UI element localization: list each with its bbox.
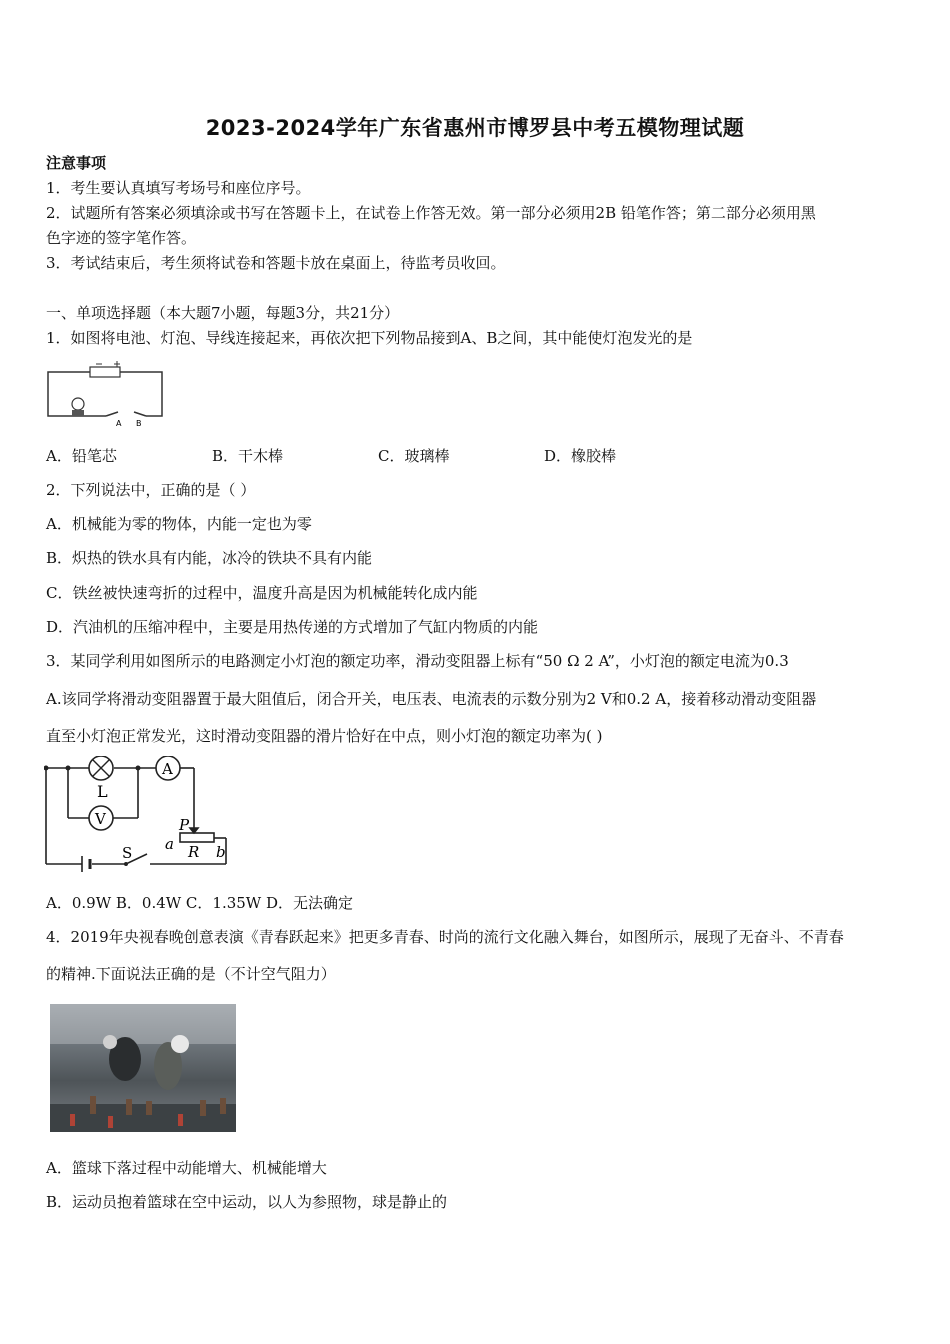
lamp-label: L bbox=[97, 782, 108, 801]
question-3-line: A.该同学将滑动变阻器置于最大阻值后，闭合开关，电压表、电流表的示数分别为2 V和0.2 A，接着移动滑动变阻器 bbox=[46, 690, 817, 708]
bulb-base-icon bbox=[72, 410, 84, 416]
question-4-line: 4．2019年央视春晚创意表演《青春跃起来》把更多青春、时尚的流行文化融入舞台，如图所示，展现了无奋斗、不青春 bbox=[46, 928, 844, 946]
bulb-icon bbox=[72, 398, 84, 410]
q4-stage-photo bbox=[50, 1004, 236, 1132]
q1-circuit-figure bbox=[46, 360, 166, 430]
option-c[interactable]: C．铁丝被快速弯折的过程中，温度升高是因为机械能转化成内能 bbox=[46, 584, 478, 602]
notice-item: 1．考生要认真填写考场号和座位序号。 bbox=[46, 179, 311, 197]
question-3-line: 3．某同学利用如图所示的电路测定小灯泡的额定功率，滑动变阻器上标有“50 Ω 2 A”，小灯泡的额定电流为0.3 bbox=[46, 652, 789, 670]
stage-performance-image bbox=[50, 1004, 236, 1132]
switch-icon bbox=[124, 862, 128, 866]
switch-label: S bbox=[122, 844, 133, 862]
terminal-a-label: A bbox=[116, 419, 122, 428]
section-heading: 一、单项选择题（本大题7小题，每题3分，共21分） bbox=[46, 304, 400, 322]
end-a-label: a bbox=[165, 835, 174, 853]
option-b[interactable]: B．运动员抱着篮球在空中运动，以人为参照物，球是静止的 bbox=[46, 1193, 448, 1211]
q3-circuit-figure bbox=[44, 756, 234, 872]
notice-heading: 注意事项 bbox=[46, 154, 107, 172]
question-1-options bbox=[46, 445, 616, 466]
question-4-line: 的精神.下面说法正确的是（不计空气阻力） bbox=[46, 965, 336, 983]
end-b-label: b bbox=[216, 843, 226, 861]
terminal-b-label: B bbox=[136, 419, 142, 428]
rheostat-label: R bbox=[188, 843, 200, 861]
notice-item: 3．考试结束后，考生须将试卷和答题卡放在桌面上，待监考员收回。 bbox=[46, 254, 506, 272]
option-d[interactable]: D．汽油机的压缩冲程中，主要是用热传递的方式增加了气缸内物质的内能 bbox=[46, 618, 539, 636]
voltmeter-label: V bbox=[95, 810, 106, 828]
option-a[interactable]: A．铅笔芯 bbox=[46, 447, 117, 465]
question-3-options[interactable]: A．0.9W B．0.4W C．1.35W D．无法确定 bbox=[46, 894, 354, 912]
option-b[interactable]: B．炽热的铁水具有内能，冰冷的铁块不具有内能 bbox=[46, 549, 373, 567]
option-b[interactable]: B．干木棒 bbox=[212, 447, 284, 465]
battery-icon bbox=[90, 367, 120, 377]
slider-label: P bbox=[179, 816, 190, 834]
question-3-line: 直至小灯泡正常发光，这时滑动变阻器的滑片恰好在中点，则小灯泡的额定功率为( ) bbox=[46, 727, 603, 745]
option-d[interactable]: D．橡胶棒 bbox=[544, 447, 617, 465]
option-c[interactable]: C．玻璃棒 bbox=[378, 447, 450, 465]
question-2-stem: 2．下列说法中，正确的是（ ） bbox=[46, 481, 256, 499]
question-1-stem: 1．如图将电池、灯泡、导线连接起来，再依次把下列物品接到A、B之间，其中能使灯泡发光的是 bbox=[46, 329, 693, 347]
notice-item: 色字迹的签字笔作答。 bbox=[46, 229, 197, 247]
ammeter-label: A bbox=[162, 760, 173, 778]
option-a[interactable]: A．篮球下落过程中动能增大、机械能增大 bbox=[46, 1159, 327, 1177]
q1-wire-loop bbox=[48, 372, 162, 416]
option-a[interactable]: A．机械能为零的物体，内能一定也为零 bbox=[46, 515, 312, 533]
page-title: 2023-2024学年广东省惠州市博罗县中考五模物理试题 bbox=[205, 116, 745, 140]
notice-item: 2．试题所有答案必须填涂或书写在答题卡上，在试卷上作答无效。第一部分必须用2B 铅笔作答；第二部分必须用黑 bbox=[46, 204, 816, 222]
